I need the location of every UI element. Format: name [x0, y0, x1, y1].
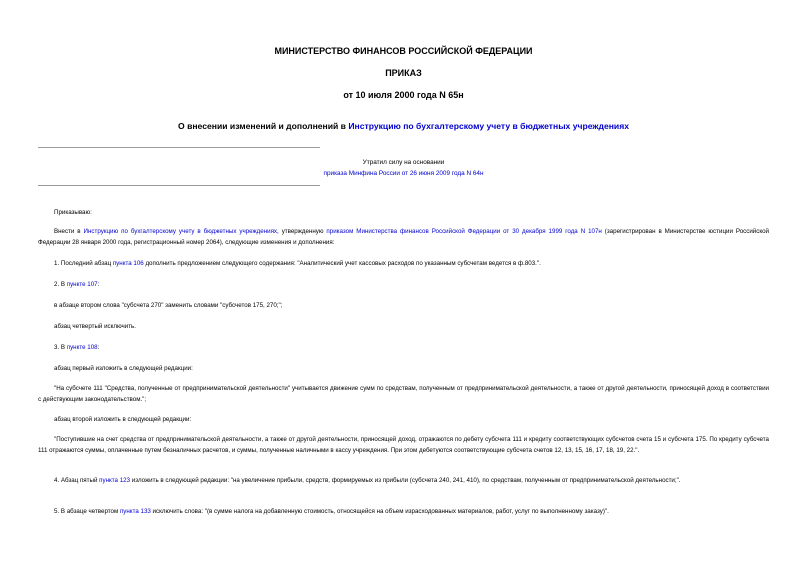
top-divider	[38, 147, 320, 148]
item-text: :	[97, 281, 100, 288]
item-4	[38, 476, 769, 487]
ministry-heading: МИНИСТЕРСТВО ФИНАНСОВ РОССИЙСКОЙ ФЕДЕРАЦИИ	[274, 46, 533, 56]
item-5	[38, 507, 769, 518]
item-3-quote-1: "На субсчете 111 "Средства, полученные от предпринимательской деятельности" учитывается движение сумм по средствам, полученным от предпринимательской деятельности, а также от другой деятельности, приносящей доход в соответствии с действующим законодательством.";	[38, 385, 769, 403]
instruction-link[interactable]: Инструкцию по бухгалтерскому учету в бюджетных учреждениях	[83, 228, 278, 235]
item-3-a: абзац первый изложить в следующей редакции:	[54, 365, 193, 372]
item-text: 1. Последний абзац	[54, 260, 113, 267]
point-133-link[interactable]: пункта 133	[119, 508, 151, 515]
item-text: дополнить предложением следующего содержания: "Аналитический учет кассовых расходов по указанным субсчетам ведется в ф.803.".	[143, 260, 541, 267]
bottom-divider	[38, 185, 320, 186]
point-106-link[interactable]: пункта 106	[112, 260, 144, 267]
item-text: 3. В	[54, 344, 67, 351]
title-instruction-link[interactable]: Инструкцию по бухгалтерскому учету в бюджетных учреждениях	[348, 121, 629, 131]
void-note-line: Утратил силу на основании	[362, 159, 445, 166]
document-type: ПРИКАЗ	[385, 68, 422, 78]
intro-text: , утвержденную	[277, 228, 327, 235]
point-108-link[interactable]: пункте 108	[66, 344, 98, 351]
intro-text: Внести в	[54, 228, 84, 235]
title-prefix: О внесении изменений и дополнений в	[178, 121, 349, 131]
item-text: изложить в следующей редакции: "на увеличение прибыли, средств, формируемых из прибыли (субсчета 240, 241, 410), по средствам, полученным от предпринимательской деятельности;".	[130, 477, 681, 484]
intro-text: (зарегистрирован в Министерстве юстиции Российской Федерации 28 января 2000 года, регистрационный номер 2064), следующие изменения и дополнения:	[38, 228, 769, 246]
document-date-number: от 10 июля 2000 года N 65н	[343, 90, 464, 100]
item-text: исключить слова: "(в сумме налога на добавленную стоимость, относящейся на объем израсходованных материалов, работ, услуг по выполненному заказу)".	[150, 508, 609, 515]
point-123-link[interactable]: пункта 123	[99, 477, 131, 484]
item-2-b: абзац четвертый исключить.	[54, 323, 137, 330]
item-text: :	[97, 344, 100, 351]
document-title	[0, 121, 807, 131]
order-word: Приказываю:	[54, 209, 92, 216]
order-107n-link[interactable]: приказом Министерства финансов Российской Федерации от 30 декабря 1999 года N 107н	[326, 228, 602, 235]
item-2-a: в абзаце втором слова "субсчета 270" заменить словами "субсчетов 175, 270;";	[54, 302, 283, 309]
point-107-link[interactable]: пункте 107	[66, 281, 98, 288]
item-3	[38, 343, 769, 354]
void-note	[0, 170, 807, 177]
item-3-b: абзац второй изложить в следующей редакции:	[54, 416, 192, 423]
intro-paragraph	[38, 227, 769, 248]
item-text: 4. Абзац пятый	[54, 477, 100, 484]
item-3-quote-2: "Поступившие на счет средства от предпринимательской деятельности, а также от другой деятельности, приносящей доход, отражаются по дебету субсчета 111 и кредиту соответствующих субсчетов счета 15 и субсчета 175. По кредиту субсчета 111 отражаются суммы, оплаченные путем безналичных расчетов, и суммы, полученные наличными в кассу учреждения. При этом дебетуются соответствующие субсчета счетов 12, 13, 15, 16, 17, 18, 19, 22.".	[38, 436, 769, 454]
item-text: 2. В	[54, 281, 67, 288]
void-order-link[interactable]: приказа Минфина России от 26 июня 2009 года N 64н	[323, 170, 484, 177]
item-2	[38, 280, 769, 291]
item-text: 5. В абзаце четвертом	[54, 508, 120, 515]
item-1	[38, 259, 769, 270]
